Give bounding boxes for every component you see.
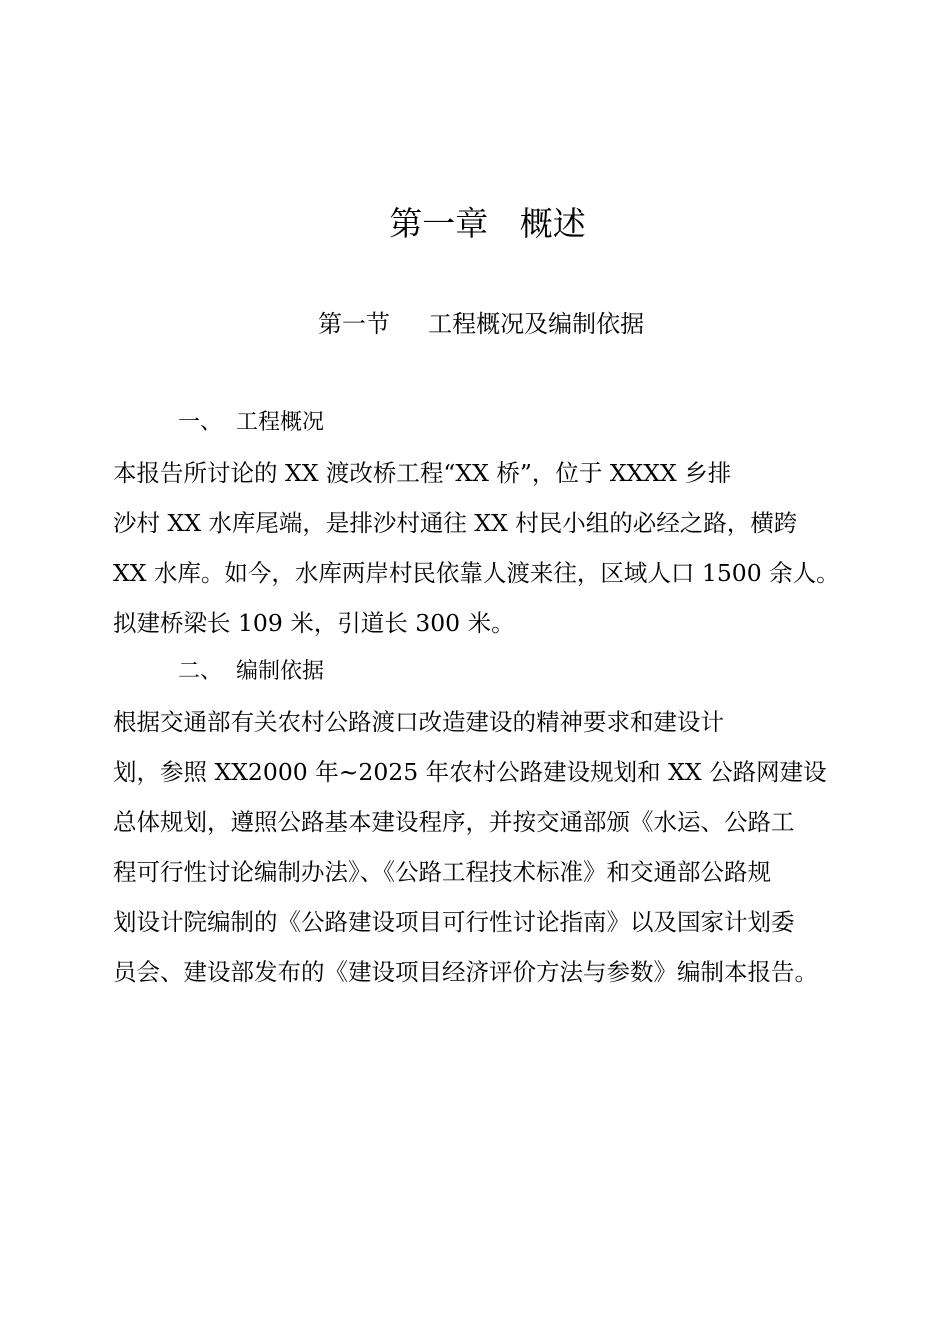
paragraph-line: 本报告所讨论的 XX 渡改桥工程“XX 桥”，位于 XXXX 乡排 xyxy=(113,459,732,487)
subsection-heading-overview: 一、 工程概况 xyxy=(178,410,324,435)
paragraph-line: 划，参照 XX2000 年~2025 年农村公路建设规划和 XX 公路网建设 xyxy=(113,758,827,786)
chapter-title: 第一章 概述 xyxy=(389,204,586,243)
paragraph-line: 划设计院编制的《公路建设项目可行性讨论指南》以及国家计划委 xyxy=(113,908,795,936)
section-title: 第一节 工程概况及编制依据 xyxy=(318,310,645,338)
paragraph-line: 根据交通部有关农村公路渡口改造建设的精神要求和建设计 xyxy=(113,708,724,736)
subsection-heading-basis: 二、 编制依据 xyxy=(178,659,324,684)
paragraph-line: 沙村 XX 水库尾端，是排沙村通往 XX 村民小组的必经之路，横跨 xyxy=(113,509,798,537)
paragraph-line: 拟建桥梁长 109 米，引道长 300 米。 xyxy=(113,609,515,637)
paragraph-line: XX 水库。如今，水库两岸村民依靠人渡来往，区域人口 1500 余人。 xyxy=(113,559,840,587)
paragraph-basis xyxy=(113,697,883,997)
paragraph-line: 程可行性讨论编制办法》、《公路工程技术标准》和交通部公路规 xyxy=(113,858,771,886)
paragraph-overview xyxy=(113,448,883,648)
paragraph-line: 总体规划，遵照公路基本建设程序，并按交通部颁《水运、公路工 xyxy=(113,808,795,836)
paragraph-line: 员会、建设部发布的《建设项目经济评价方法与参数》编制本报告。 xyxy=(113,958,818,986)
